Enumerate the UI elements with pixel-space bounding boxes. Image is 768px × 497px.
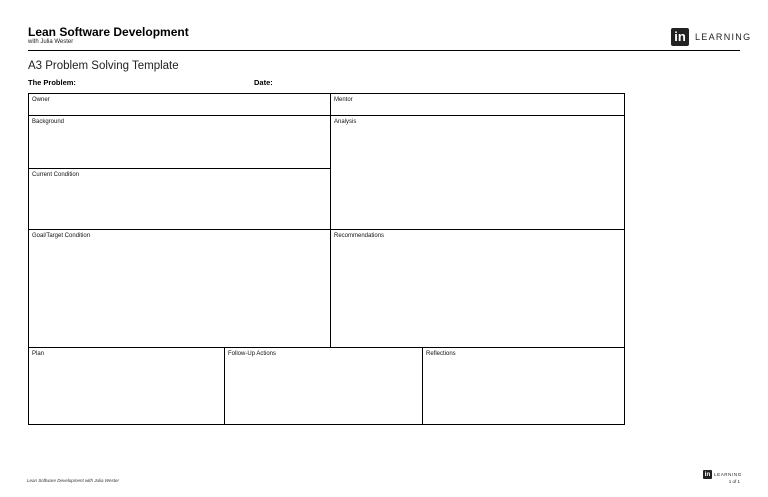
background-label: Background bbox=[32, 119, 65, 125]
recommendations-label: Recommendations bbox=[334, 233, 385, 239]
date-label: Date: bbox=[254, 78, 273, 87]
analysis-field[interactable] bbox=[331, 116, 624, 229]
page-number: 1 of 1 bbox=[728, 479, 740, 484]
goal-target-condition-label: Goal/Target Condition bbox=[32, 233, 91, 239]
course-subtitle: with Julia Wester bbox=[28, 39, 74, 45]
owner-field[interactable] bbox=[29, 94, 330, 115]
course-title: Lean Software Development bbox=[28, 25, 189, 39]
goal-target-condition-field[interactable] bbox=[29, 230, 330, 347]
background-field[interactable] bbox=[29, 116, 330, 168]
reflections-label: Reflections bbox=[426, 351, 456, 357]
header-divider bbox=[28, 50, 740, 51]
footer-course-line: Lean Software Development with Julia Wester bbox=[27, 478, 119, 483]
footer-logo-wordmark: LEARNING bbox=[714, 472, 742, 477]
current-condition-label: Current Condition bbox=[32, 172, 80, 178]
plan-label: Plan bbox=[32, 351, 45, 357]
follow-up-actions-label: Follow-Up Actions bbox=[228, 351, 277, 357]
follow-up-actions-field[interactable] bbox=[225, 348, 422, 424]
template-title: A3 Problem Solving Template bbox=[28, 60, 179, 72]
mentor-label: Mentor bbox=[334, 97, 353, 103]
analysis-label: Analysis bbox=[334, 119, 357, 125]
reflections-field[interactable] bbox=[423, 348, 624, 424]
mentor-field[interactable] bbox=[331, 94, 624, 115]
logo-wordmark: LEARNING bbox=[695, 32, 752, 42]
linkedin-logo-icon: in bbox=[671, 28, 689, 46]
owner-label: Owner bbox=[32, 97, 50, 103]
problem-label: The Problem: bbox=[28, 78, 76, 87]
footer-linkedin-logo-icon: in bbox=[704, 471, 711, 478]
plan-field[interactable] bbox=[29, 348, 224, 424]
a3-form-grid bbox=[28, 93, 625, 425]
current-condition-field[interactable] bbox=[29, 169, 330, 229]
recommendations-field[interactable] bbox=[331, 230, 624, 347]
